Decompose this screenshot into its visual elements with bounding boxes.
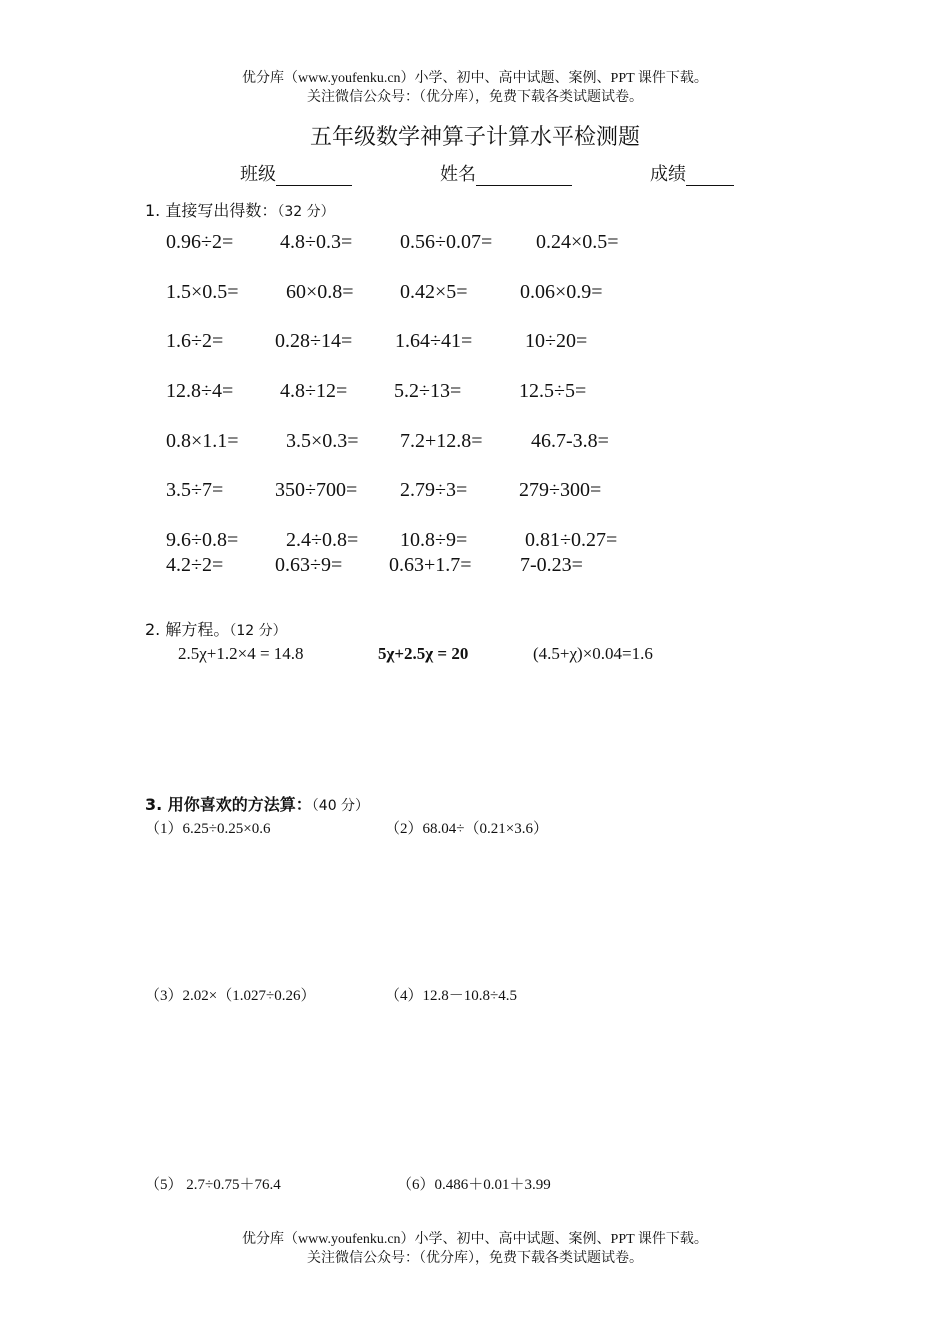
calc-item: 279÷300= xyxy=(519,479,602,501)
calc-item: 60×0.8= xyxy=(286,281,354,303)
calc-item: 7.2+12.8= xyxy=(400,430,483,452)
score-field xyxy=(650,160,734,186)
calc-item: 2.4÷0.8= xyxy=(286,529,359,551)
section1-heading xyxy=(145,198,335,221)
calc-item: 10÷20= xyxy=(525,330,588,352)
calc-item: 4.8÷12= xyxy=(280,380,348,402)
calc-item: 0.28÷14= xyxy=(275,330,353,352)
calc-item: 46.7-3.8= xyxy=(531,430,609,452)
calc-item: 0.06×0.9= xyxy=(520,281,603,303)
score-blank xyxy=(686,165,734,186)
class-label: 班级 xyxy=(240,164,276,185)
footer-line-1: 优分库（www.youfenku.cn）小学、初中、高中试题、案例、PPT 课件下载。 xyxy=(242,1232,708,1247)
calc-item: 1.64÷41= xyxy=(395,330,473,352)
header-line-2: 关注微信公众号：（优分库），免费下载各类试题试卷。 xyxy=(307,90,643,105)
section3-label: 3. 用你喜欢的方法算： xyxy=(145,795,312,814)
equation-item: (4.5+χ)×0.04=1.6 xyxy=(533,644,653,663)
class-field xyxy=(240,160,352,186)
calc-item: 0.63÷9= xyxy=(275,554,343,576)
calc-item: 4.2÷2= xyxy=(166,554,224,576)
equation-item: 2.5χ+1.2×4 = 14.8 xyxy=(178,644,304,663)
problem-item: （2）68.04÷（0.21×3.6） xyxy=(385,821,548,837)
problem-item: （5） 2.7÷0.75＋76.4 xyxy=(145,1177,281,1193)
section3-heading xyxy=(145,792,369,815)
calc-item: 12.8÷4= xyxy=(166,380,234,402)
section3-points: （40 分） xyxy=(311,798,370,814)
footer-line-2: 关注微信公众号：（优分库），免费下载各类试题试卷。 xyxy=(307,1251,643,1266)
section2-points: （12 分） xyxy=(229,623,287,639)
section1-points: （32 分） xyxy=(277,204,335,220)
calc-item: 10.8÷9= xyxy=(400,529,468,551)
calc-item: 1.6÷2= xyxy=(166,330,224,352)
section2-label: 2. 解方程。 xyxy=(145,620,230,639)
calc-item: 4.8÷0.3= xyxy=(280,231,353,253)
problem-item: （3）2.02×（1.027÷0.26） xyxy=(145,988,316,1004)
header-line-1: 优分库（www.youfenku.cn）小学、初中、高中试题、案例、PPT 课件下载。 xyxy=(242,71,708,86)
problem-item: （4）12.8－10.8÷4.5 xyxy=(385,988,517,1004)
name-label: 姓名 xyxy=(440,164,476,185)
calc-item: 7-0.23= xyxy=(520,554,583,576)
calc-item: 0.24×0.5= xyxy=(536,231,619,253)
class-blank xyxy=(276,165,352,186)
calc-item: 5.2÷13= xyxy=(394,380,462,402)
calc-item: 9.6÷0.8= xyxy=(166,529,239,551)
section1-label: 1. 直接写出得数： xyxy=(145,201,278,220)
calc-item: 3.5÷7= xyxy=(166,479,224,501)
calc-item: 0.42×5= xyxy=(400,281,468,303)
calc-item: 0.8×1.1= xyxy=(166,430,239,452)
calc-item: 0.63+1.7= xyxy=(389,554,472,576)
calc-item: 0.96÷2= xyxy=(166,231,234,253)
calc-item: 0.56÷0.07= xyxy=(400,231,493,253)
section2-heading xyxy=(145,617,287,640)
calc-item: 350÷700= xyxy=(275,479,358,501)
page-title: 五年级数学神算子计算水平检测题 xyxy=(309,125,640,150)
calc-item: 0.81÷0.27= xyxy=(525,529,618,551)
problem-item: （1）6.25÷0.25×0.6 xyxy=(145,821,271,837)
calc-item: 12.5÷5= xyxy=(519,380,587,402)
name-field xyxy=(440,160,572,186)
problem-item: （6）0.486＋0.01＋3.99 xyxy=(397,1177,551,1193)
calc-item: 2.79÷3= xyxy=(400,479,468,501)
name-blank xyxy=(476,165,572,186)
calc-item: 3.5×0.3= xyxy=(286,430,359,452)
calc-item: 1.5×0.5= xyxy=(166,281,239,303)
score-label: 成绩 xyxy=(650,164,686,185)
equation-item: 5χ+2.5χ = 20 xyxy=(378,644,469,663)
